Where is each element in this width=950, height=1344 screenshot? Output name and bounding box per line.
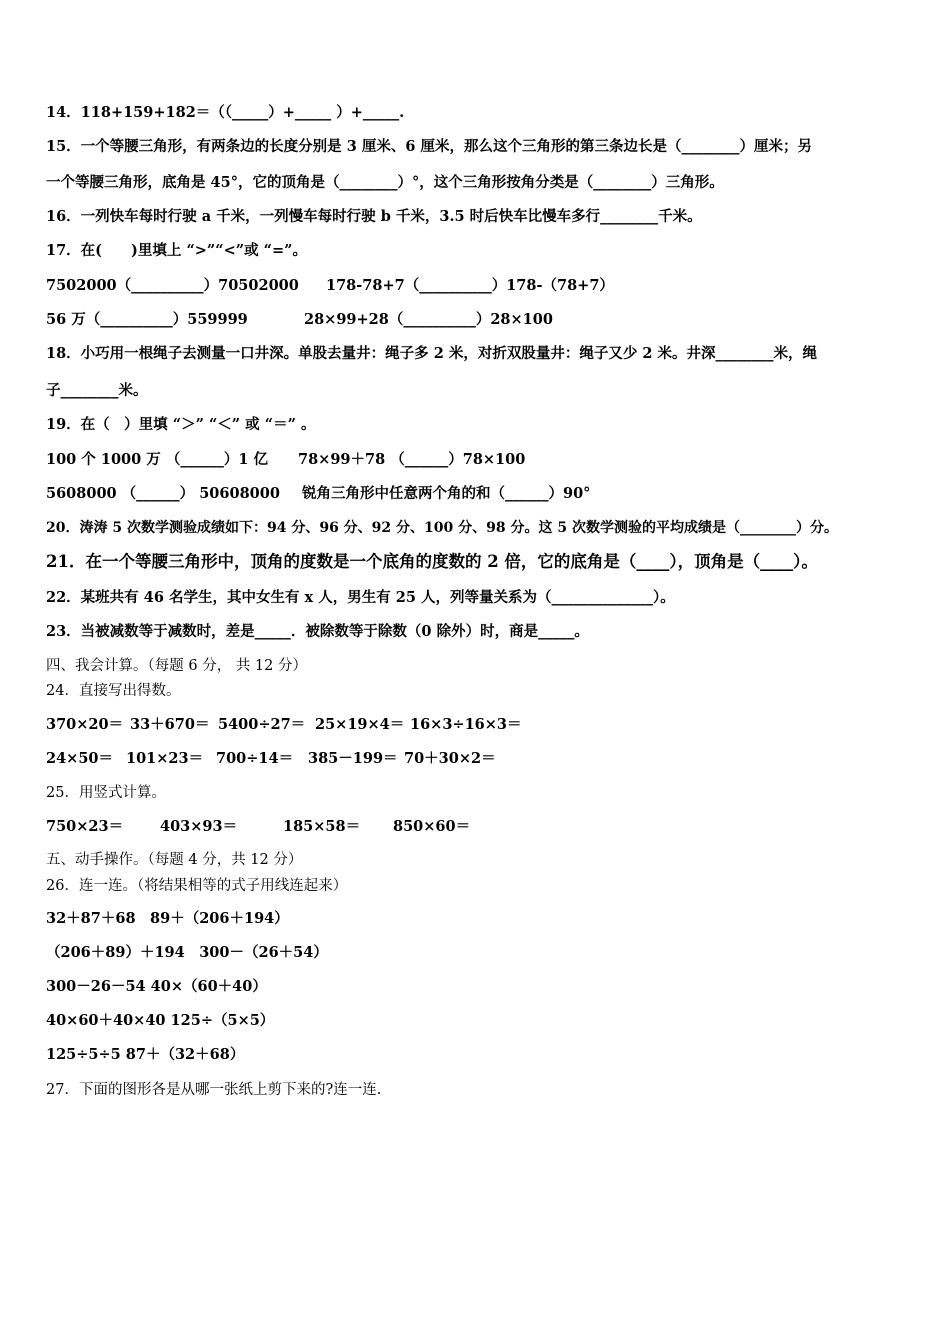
q24-item-6: 24×50＝ — [46, 750, 114, 767]
question-26: 26．连一连。（将结果相等的式子用线连起来） — [46, 878, 348, 894]
q25-item-1: 750×23＝ — [46, 818, 124, 835]
question-14: 14．118+159+182＝（（_____）+_____ ）+_____. — [46, 104, 405, 121]
q19-item-4: 锐角三角形中任意两个角的和（______）90° — [302, 485, 591, 502]
question-21: 21．在一个等腰三角形中，顶角的度数是一个底角的度数的 2 倍，它的底角是（____），顶角是（____）。 — [46, 552, 818, 571]
question-18-line-2: 子________米。 — [46, 382, 148, 399]
question-24: 24．直接写出得数。 — [46, 683, 181, 699]
q17-item-4: 28×99+28（__________）28×100 — [304, 311, 553, 328]
question-25: 25．用竖式计算。 — [46, 785, 166, 801]
q26-pair-2: （206＋89）＋194 300－（26＋54） — [46, 944, 328, 961]
q26-pair-4: 40×60＋40×40 125÷（5×5） — [46, 1012, 275, 1029]
q25-item-3: 185×58＝ — [283, 818, 361, 835]
q25-item-4: 850×60＝ — [393, 818, 471, 835]
q26-pair-3: 300－26－54 40×（60＋40） — [46, 978, 267, 995]
q25-item-2: 403×93＝ — [160, 818, 238, 835]
q19-item-3: 5608000 （______） 50608000 — [46, 485, 280, 502]
question-18-line-1: 18．小巧用一根绳子去测量一口井深。单股去量井：绳子多 2 米，对折双股量井：绳子又少 2 米。井深________米，绳 — [46, 345, 818, 362]
question-15-line-2: 一个等腰三角形，底角是 45°，它的顶角是（________）°，这个三角形按角分类是（________）三角形。 — [46, 174, 724, 191]
q24-item-3: 5400÷27＝ — [218, 716, 306, 733]
q26-pair-1: 32＋87＋68 89＋（206＋194） — [46, 910, 289, 927]
q17-item-3: 56 万（__________）559999 — [46, 311, 248, 328]
q24-item-7: 101×23＝ — [126, 750, 204, 767]
question-15-line-1: 15．一个等腰三角形，有两条边的长度分别是 3 厘米、6 厘米，那么这个三角形的第三条边长是（________）厘米；另 — [46, 138, 812, 155]
q19-item-2: 78×99＋78 （______）78×100 — [298, 451, 526, 468]
q24-item-10: 70＋30×2＝ — [404, 750, 496, 767]
q17-item-1: 7502000（__________）70502000 — [46, 277, 299, 294]
q24-item-8: 700÷14＝ — [216, 750, 294, 767]
question-16: 16．一列快车每时行驶 a 千米，一列慢车每时行驶 b 千米，3.5 时后快车比慢车多行________千米。 — [46, 208, 702, 225]
section-4-heading: 四、我会计算。（每题 6 分， 共 12 分） — [46, 658, 307, 674]
q24-item-1: 370×20＝ — [46, 716, 124, 733]
question-20: 20．涛涛 5 次数学测验成绩如下：94 分、96 分、92 分、100 分、98 分。这 5 次数学测验的平均成绩是（________）分。 — [46, 520, 838, 536]
q24-item-2: 33＋670＝ — [130, 716, 210, 733]
q19-item-1: 100 个 1000 万 （______）1 亿 — [46, 451, 268, 468]
question-27: 27．下面的图形各是从哪一张纸上剪下来的?连一连. — [46, 1082, 382, 1098]
question-17: 17．在( )里填上 “>”“<”或 “=”。 — [46, 242, 307, 259]
q24-item-9: 385－199＝ — [308, 750, 398, 767]
question-19: 19．在（ ）里填 “＞” “＜” 或 “＝” 。 — [46, 416, 316, 433]
question-22: 22．某班共有 46 名学生，其中女生有 x 人，男生有 25 人，列等量关系为（______________）。 — [46, 589, 675, 606]
section-5-heading: 五、动手操作。（每题 4 分，共 12 分） — [46, 852, 303, 868]
q17-item-2: 178-78+7（__________）178-（78+7） — [326, 277, 614, 294]
q24-item-4: 25×19×4＝ — [315, 716, 405, 733]
q24-item-5: 16×3÷16×3＝ — [410, 716, 522, 733]
q26-pair-5: 125÷5÷5 87＋（32＋68） — [46, 1046, 245, 1063]
question-23: 23．当被减数等于减数时，差是_____．被除数等于除数（0 除外）时，商是_____。 — [46, 623, 589, 640]
